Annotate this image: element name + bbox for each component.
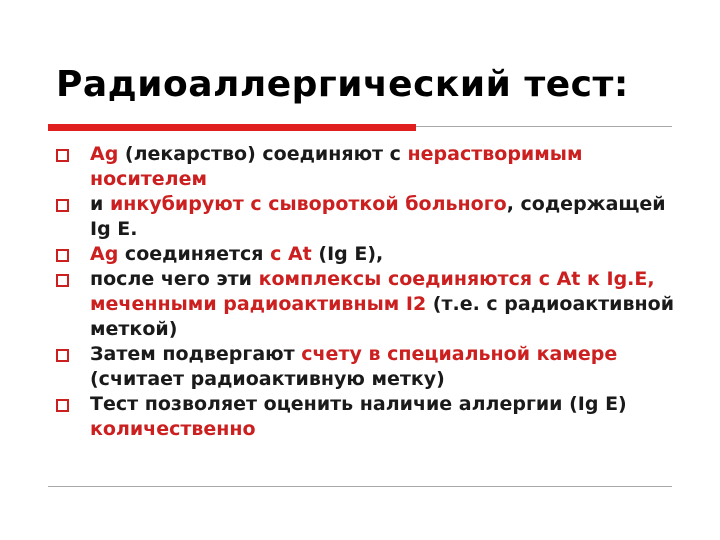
bullet-segment: и xyxy=(90,193,110,215)
bullet-item xyxy=(56,342,676,392)
hollow-square-bullet-icon xyxy=(56,199,69,212)
bullet-item xyxy=(56,267,676,342)
bullet-item xyxy=(56,242,676,267)
bullet-segment: (считает радиоактивную метку) xyxy=(90,368,445,390)
hollow-square-bullet-icon xyxy=(56,249,69,262)
bullet-segment: Затем подвергают xyxy=(90,343,302,365)
bullet-segment: (лекарство) соединяют с xyxy=(118,143,408,165)
bullet-segment: после чего эти xyxy=(90,268,259,290)
bullet-segment: нерастворимым носителем xyxy=(90,143,583,190)
hollow-square-bullet-icon xyxy=(56,149,69,162)
bullet-item xyxy=(56,142,676,192)
hollow-square-bullet-icon xyxy=(56,399,69,412)
bullet-segment: (т.е. с радиоактивной меткой) xyxy=(90,293,675,340)
hollow-square-bullet-icon xyxy=(56,274,69,287)
bullet-segment: комплексы соединяются с At к Ig.E, меченными радиоактивным I2 xyxy=(90,268,655,315)
bullet-segment: Ag xyxy=(90,243,119,265)
bullet-segment: (Ig E), xyxy=(311,243,384,265)
bullet-segment: Ag xyxy=(90,143,119,165)
bullet-list xyxy=(56,142,676,442)
bullet-item xyxy=(56,192,676,242)
title-underline-red xyxy=(48,124,416,131)
slide-title: Радиоаллергический тест: xyxy=(56,64,629,105)
hollow-square-bullet-icon xyxy=(56,349,69,362)
bullet-segment: , содержащей Ig E. xyxy=(90,193,666,240)
bullet-segment: счету в специальной камере xyxy=(301,343,618,365)
bullet-segment: количественно xyxy=(90,418,256,440)
bullet-item xyxy=(56,392,676,442)
footer-rule xyxy=(48,486,672,487)
bullet-segment: Тест позволяет оценить наличие аллергии (Ig E) xyxy=(90,393,627,415)
bullet-segment: соединяется xyxy=(118,243,271,265)
bullet-segment: с At xyxy=(270,243,312,265)
bullet-segment: инкубируют с сывороткой больного xyxy=(109,193,507,215)
